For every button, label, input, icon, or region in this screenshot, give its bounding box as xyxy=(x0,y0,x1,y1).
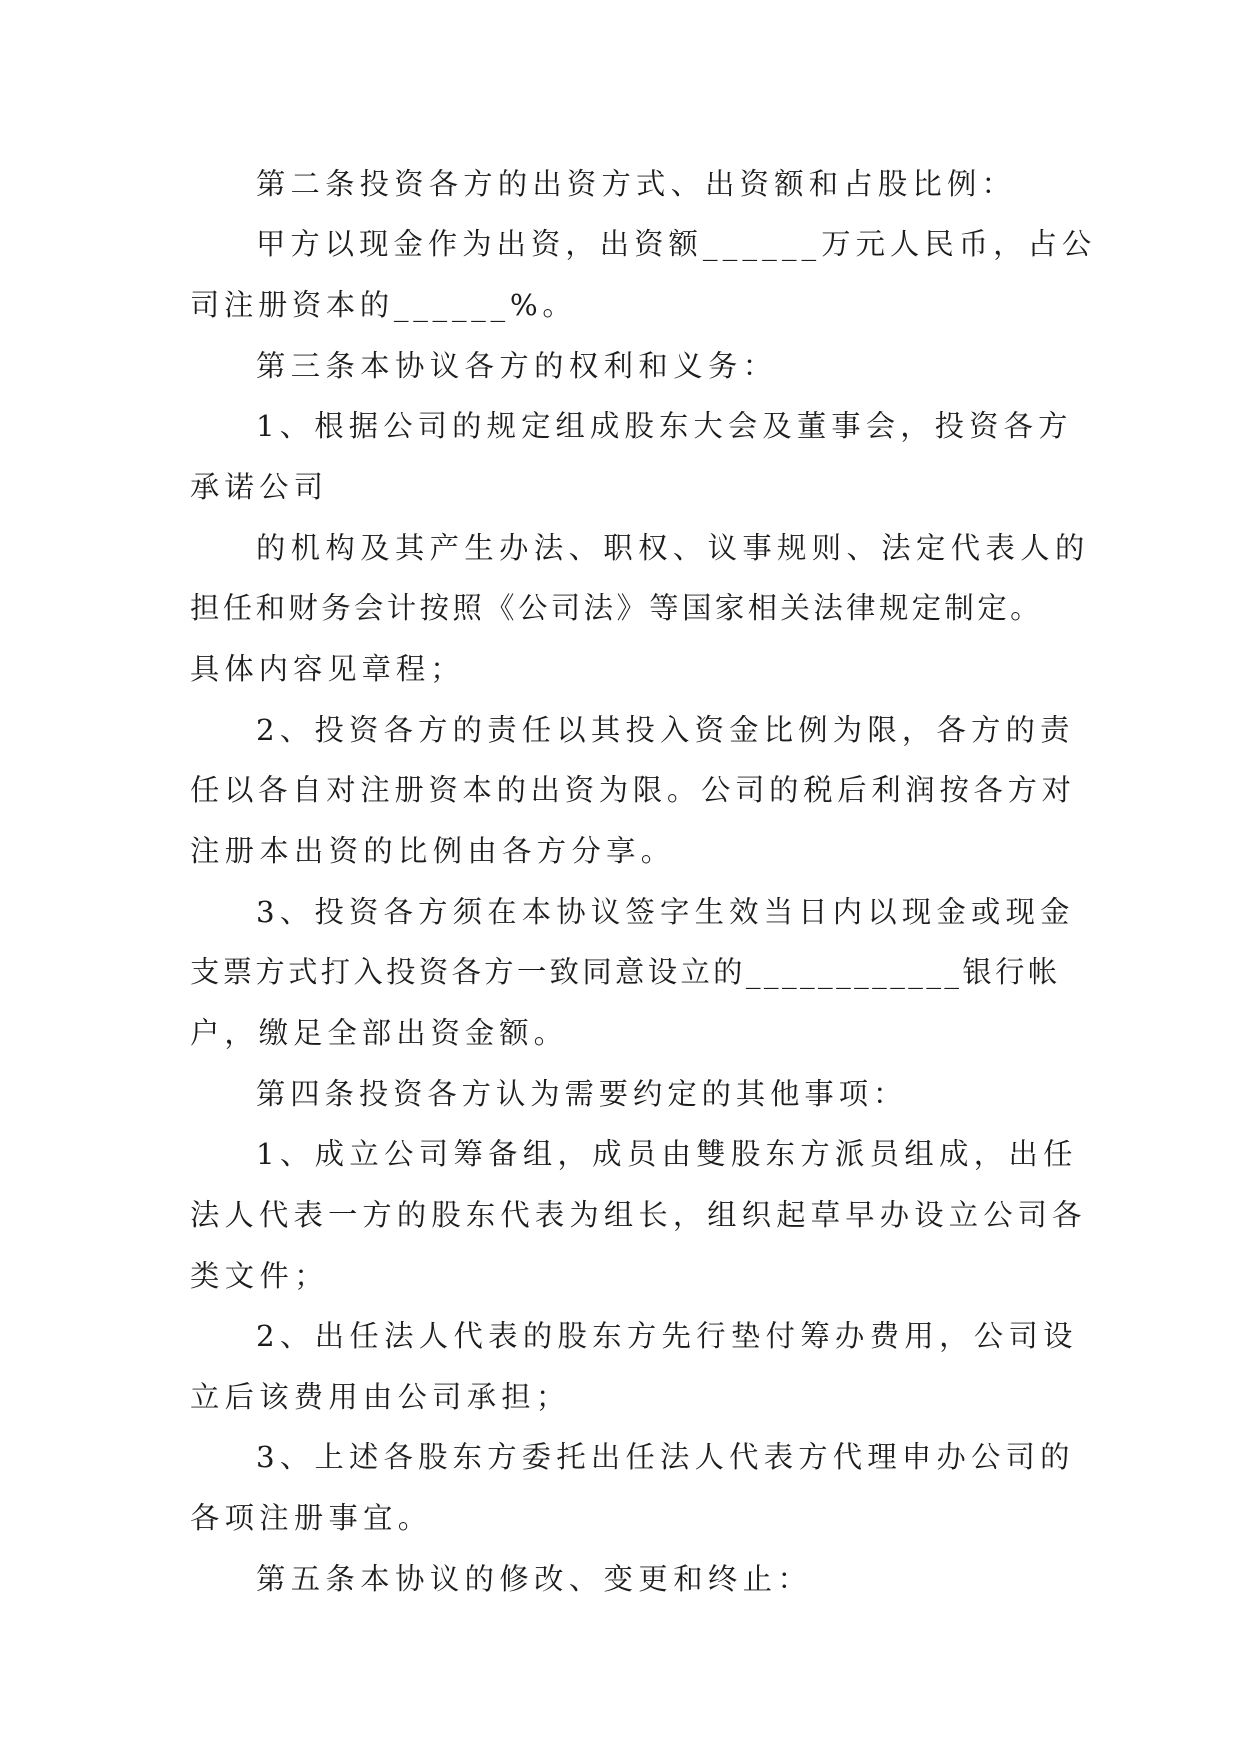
paragraph-line: 司注册资本的______%。 xyxy=(190,288,577,322)
paragraph-line: 立后该费用由公司承担； xyxy=(190,1380,571,1414)
article-4-heading: 第四条投资各方认为需要约定的其他事项： xyxy=(256,1077,908,1111)
article-2-heading: 第二条投资各方的出资方式、出资额和占股比例： xyxy=(256,167,1017,201)
paragraph-line: 的机构及其产生办法、职权、议事规则、法定代表人的 xyxy=(256,531,1090,565)
paragraph-line: 2、出任法人代表的股东方先行垫付筹办费用，公司设 xyxy=(256,1319,1078,1353)
paragraph-line: 3、投资各方须在本协议签字生效当日内以现金或现金 xyxy=(256,895,1075,929)
paragraph-line: 各项注册事宜。 xyxy=(190,1501,433,1535)
paragraph-line: 户，缴足全部出资金额。 xyxy=(190,1016,569,1050)
paragraph-line: 支票方式打入投资各方一致同意设立的____________银行帐 xyxy=(190,955,1061,989)
paragraph-line: 1、成立公司筹备组，成员由雙股东方派员组成，出任 xyxy=(256,1137,1078,1171)
article-5-heading: 第五条本协议的修改、变更和终止： xyxy=(256,1562,813,1596)
paragraph-line: 3、上述各股东方委托出任法人代表方代理申办公司的 xyxy=(256,1440,1075,1474)
paragraph-line: 甲方以现金作为出资，出资额______万元人民币，占公 xyxy=(256,227,1097,261)
paragraph-line: 承诺公司 xyxy=(190,470,329,504)
paragraph-line: 1、根据公司的规定组成股东大会及董事会，投资各方 xyxy=(256,409,1073,443)
paragraph-line: 注册本出资的比例由各方分享。 xyxy=(190,834,676,868)
paragraph-line: 2、投资各方的责任以其投入资金比例为限，各方的责 xyxy=(256,713,1075,747)
paragraph-line: 类文件； xyxy=(190,1259,329,1293)
paragraph-line: 担任和财务会计按照《公司法》等国家相关法律规定制定。 xyxy=(190,591,1043,625)
paragraph-line: 具体内容见章程； xyxy=(190,652,465,686)
article-3-heading: 第三条本协议各方的权利和义务： xyxy=(256,349,778,383)
paragraph-line: 任以各自对注册资本的出资为限。公司的税后利润按各方对 xyxy=(190,773,1076,807)
paragraph-line: 法人代表一方的股东代表为组长，组织起草早办设立公司各 xyxy=(190,1198,1087,1232)
